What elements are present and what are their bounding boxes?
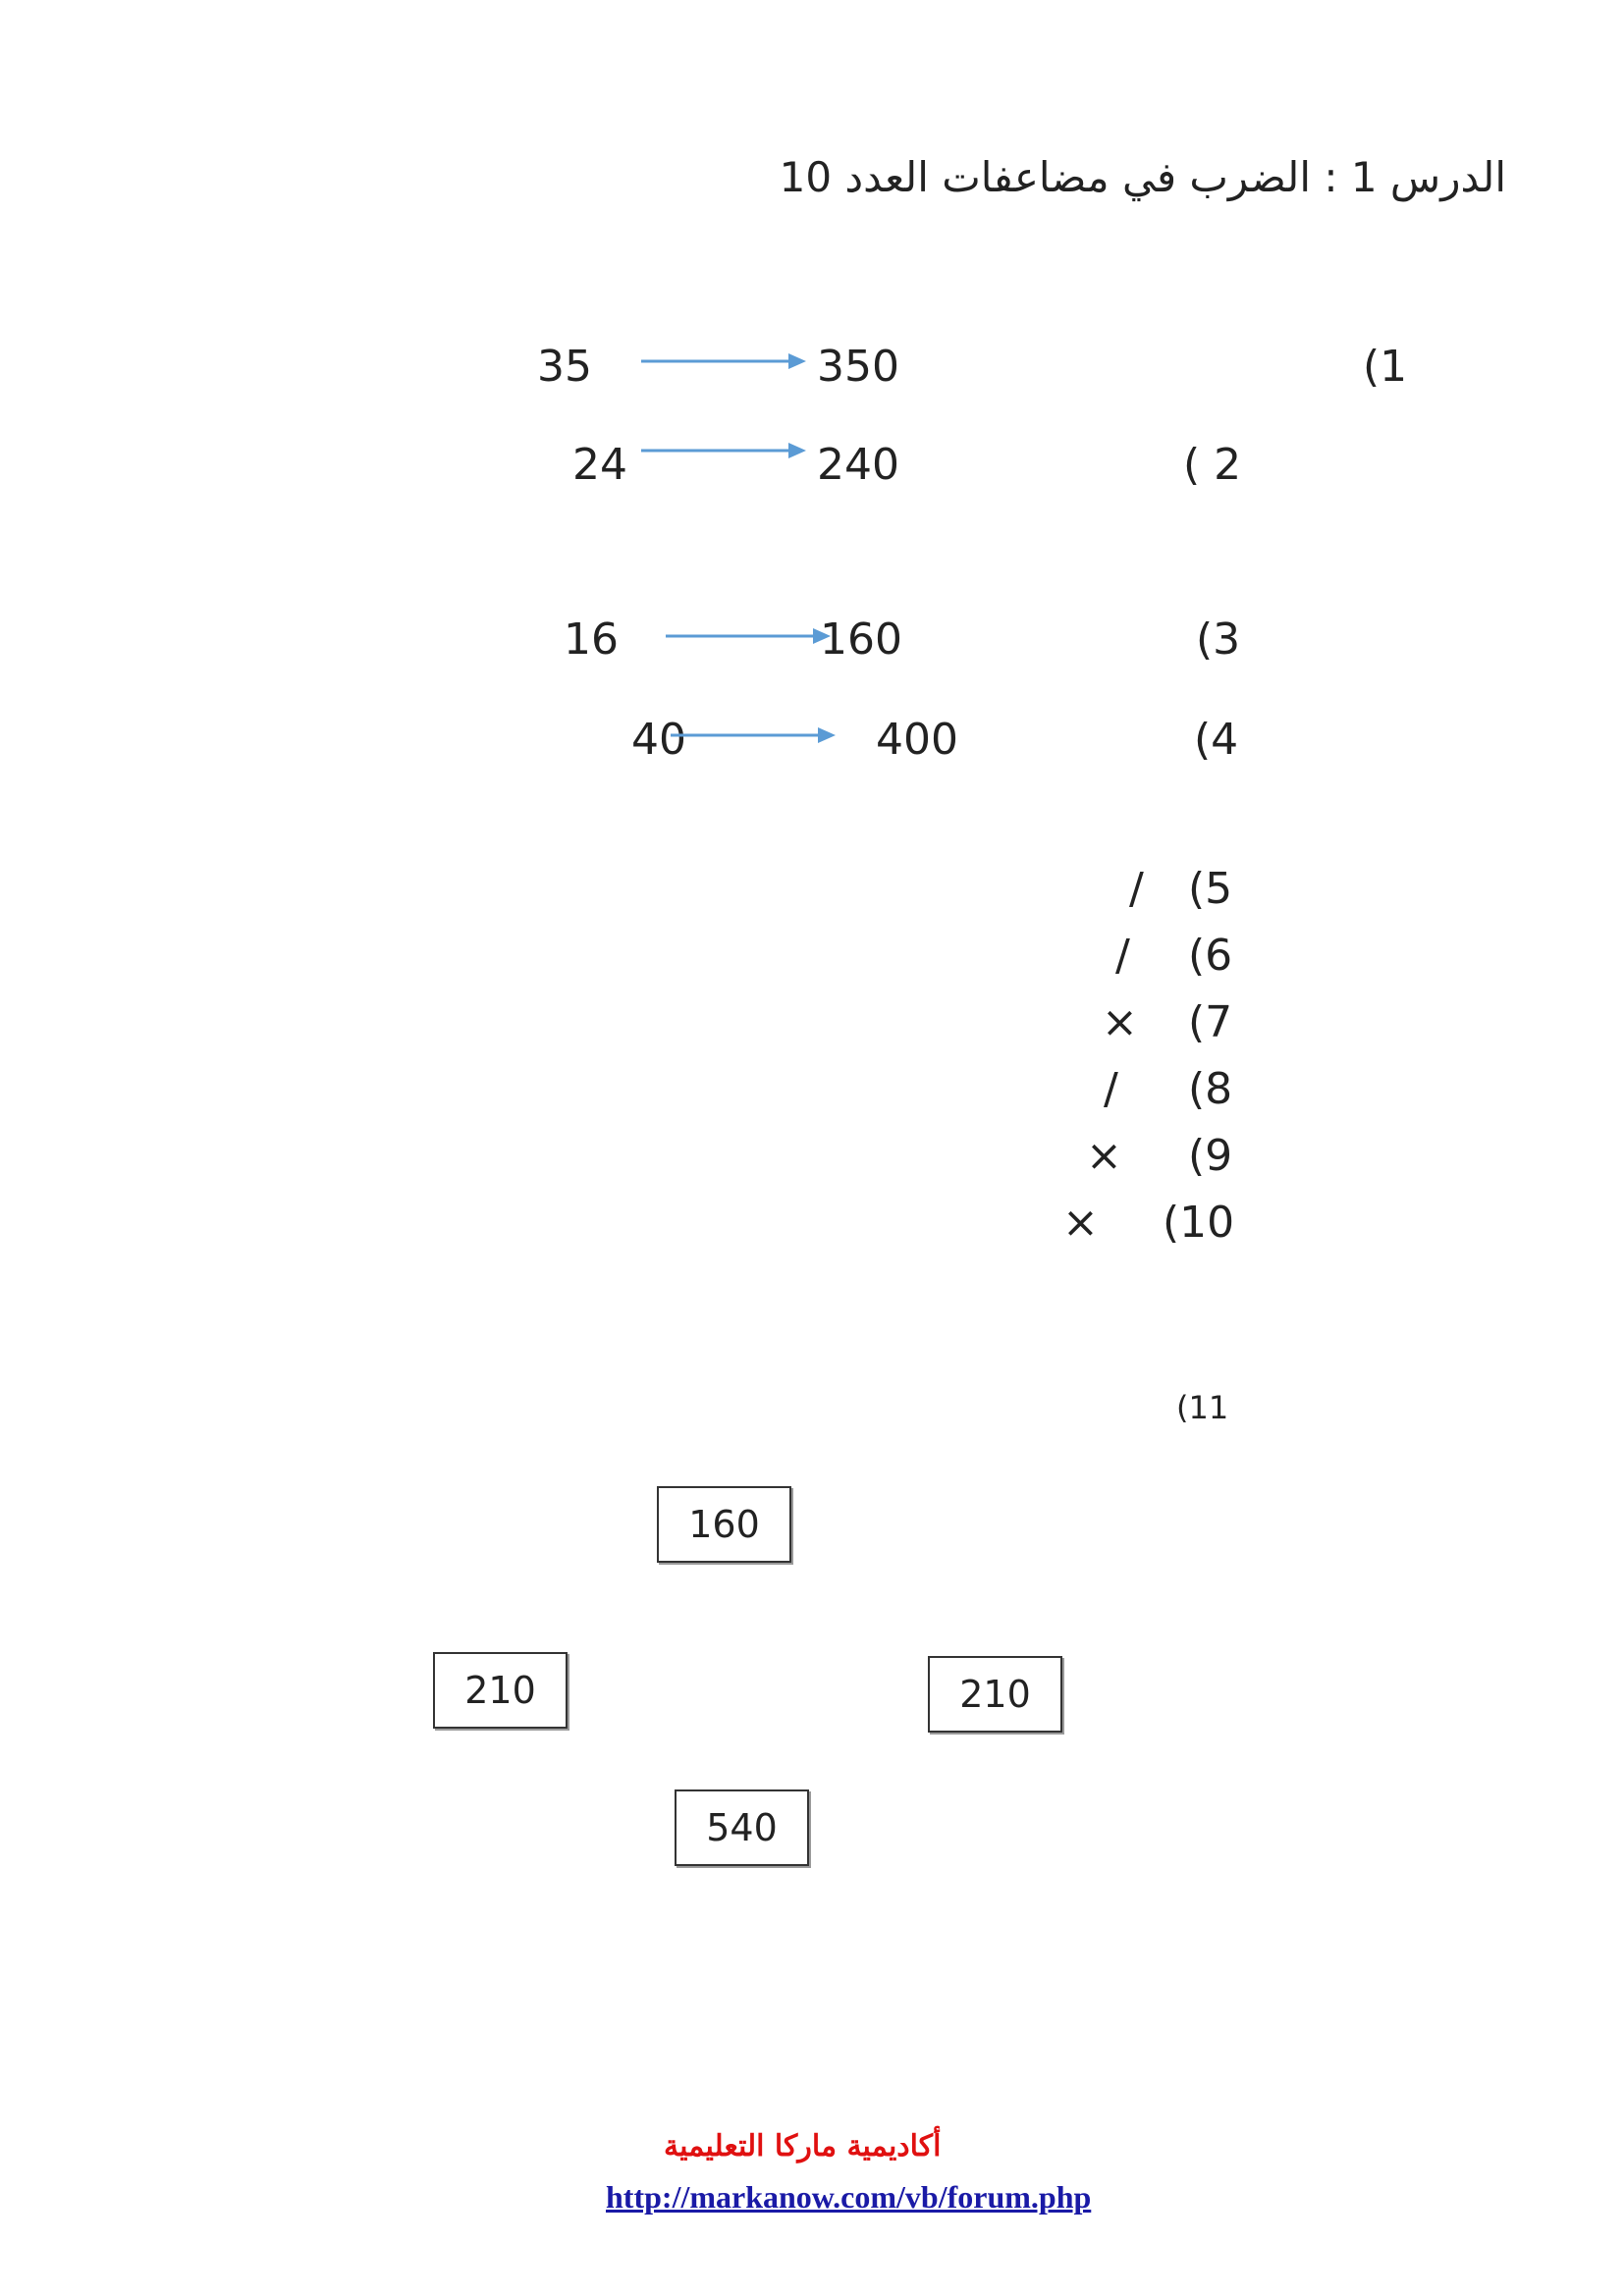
question-1-marker: (1: [1363, 342, 1408, 392]
question-3-to-value: 160: [820, 614, 902, 665]
question-6-answer: /: [1115, 931, 1130, 981]
question-4-to-value: 400: [876, 715, 958, 765]
question-2-to-value: 240: [817, 440, 899, 490]
question-4-from-value: 40: [631, 715, 686, 765]
arrow-icon: [666, 626, 833, 646]
footer-brand: أكاديمية ماركا التعليمية: [664, 2129, 942, 2163]
answer-box-bottom: 540: [675, 1789, 809, 1866]
question-9-marker: (9: [1188, 1131, 1233, 1181]
question-5-answer: /: [1129, 864, 1144, 914]
question-4-marker: (4: [1194, 715, 1239, 765]
question-8-marker: (8: [1188, 1064, 1233, 1114]
question-3-from-value: 16: [564, 614, 619, 665]
question-7-answer: ×: [1102, 997, 1138, 1047]
question-9-answer: ×: [1086, 1131, 1122, 1181]
question-2-from-value: 24: [572, 440, 627, 490]
question-10-marker: (10: [1163, 1198, 1235, 1248]
lesson-title: الدرس 1 : الضرب في مضاعفات العدد 10: [779, 153, 1506, 201]
question-3-marker: (3: [1196, 614, 1241, 665]
arrow-icon: [641, 351, 808, 371]
question-6-marker: (6: [1188, 931, 1233, 981]
question-10-answer: ×: [1062, 1198, 1099, 1248]
arrow-icon: [671, 725, 838, 745]
question-2-marker: ( 2: [1183, 440, 1242, 490]
answer-box-right: 210: [928, 1656, 1062, 1733]
question-11-marker: (11: [1176, 1389, 1229, 1426]
answer-box-left: 210: [433, 1652, 568, 1729]
question-7-marker: (7: [1188, 997, 1233, 1047]
answer-box-top: 160: [657, 1486, 791, 1563]
question-1-to-value: 350: [817, 342, 899, 392]
footer-link[interactable]: http://markanow.com/vb/forum.php: [606, 2179, 1092, 2215]
question-5-marker: (5: [1188, 864, 1233, 914]
question-1-from-value: 35: [537, 342, 592, 392]
arrow-icon: [641, 441, 808, 460]
question-8-answer: /: [1104, 1064, 1118, 1114]
